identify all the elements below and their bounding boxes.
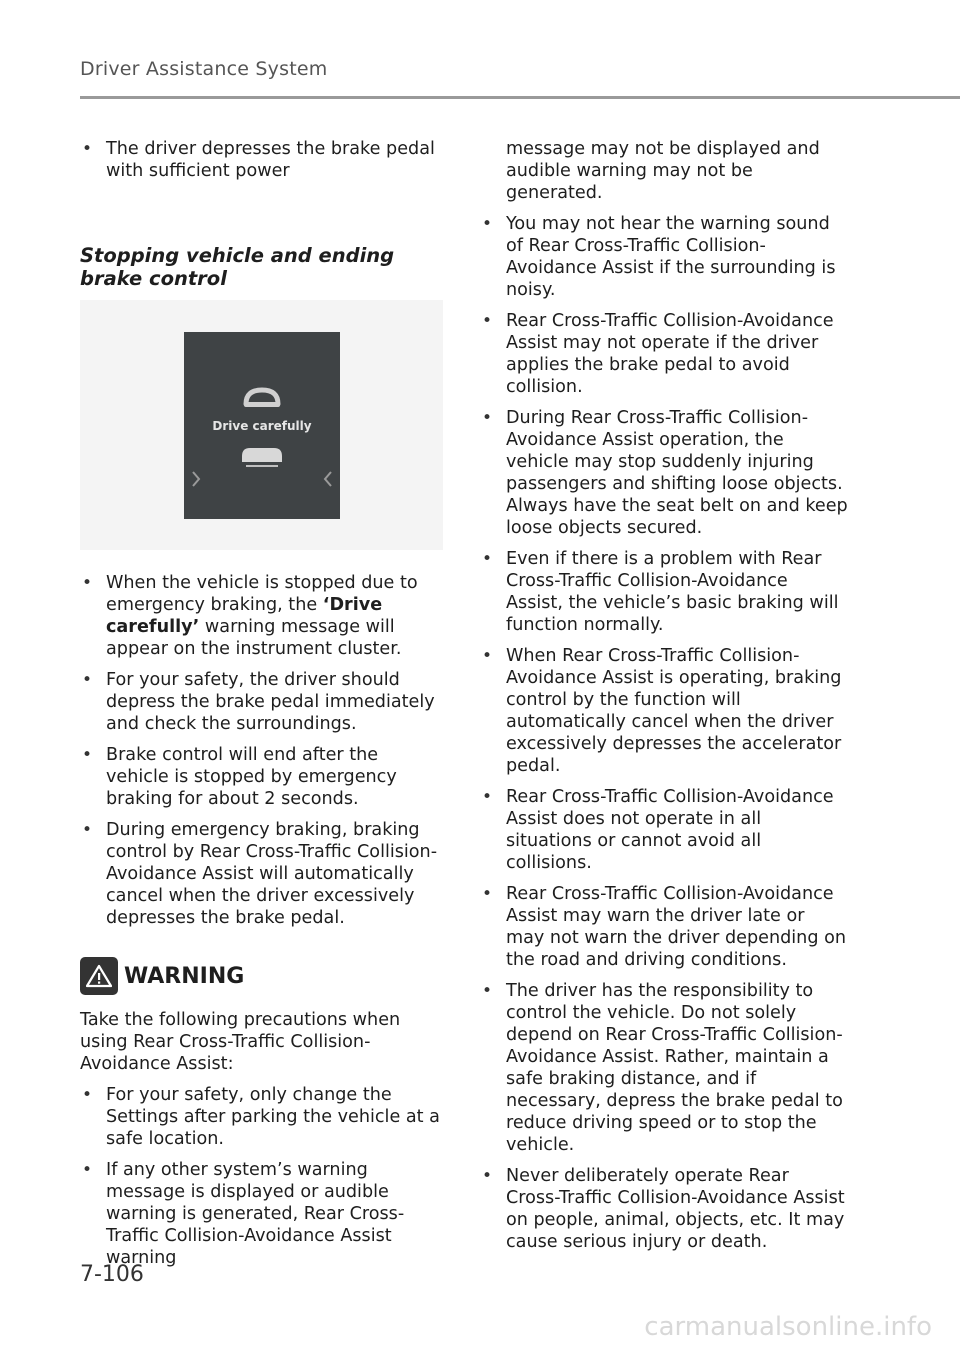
bullet-dot: • [82,670,93,690]
list-item-text: The driver depresses the brake pedal with sufficient power [106,139,435,181]
warning-triangle-icon [86,964,112,988]
list-item [480,310,848,398]
list-item [480,786,848,874]
list-item-text: Rear Cross-Traffic Collision-Avoidance Assist may warn the driver late or may not warn the driver depending on the road and driving conditions. [506,884,847,970]
watermark: carmanualsonline.info [644,1312,932,1342]
list-item-text: Rear Cross-Traffic Collision-Avoidance Assist may not operate if the driver applies the brake pedal to avoid collision. [506,311,834,397]
list-item-text: During Rear Cross-Traffic Collision-Avoidance Assist operation, the vehicle may stop suddenly injuring passengers and shifting loose objects. Always have the seat belt on and keep loose objects secured. [506,408,848,538]
list-item [480,883,848,971]
list-item-text: Even if there is a problem with Rear Cross-Traffic Collision-Avoidance Assist, the vehicle’s basic braking will function normally. [506,549,839,635]
header-divider [80,96,960,99]
list-item [80,138,445,182]
list-item-text: For your safety, the driver should depress the brake pedal immediately and check the surroundings. [106,670,435,734]
list-item-text [106,573,418,659]
bullet-dot: • [482,214,493,234]
right-column [480,138,848,1262]
bold-message-name: ‘Drive carefully’ [106,595,383,637]
bullet-dot: • [482,311,493,331]
list-item-text: The driver has the responsibility to control the vehicle. Do not solely depend on Rear Cross-Traffic Collision-Avoidance Assist. Rather, maintain a safe braking distance, and if necessary, depress the brake pedal to reduce driving speed or to stop the vehicle. [506,981,843,1155]
list-item-text: If any other system’s warning message is displayed or audible warning is generated, Rear Cross-Traffic Collision-Avoidance Assist warning [106,1160,405,1268]
list-item [80,1084,445,1150]
list-item [80,572,445,660]
cluster-illustration [80,300,443,550]
bullet-dot: • [82,1160,93,1180]
list-item-text: Brake control will end after the vehicle is stopped by emergency braking for about 2 seconds. [106,745,397,809]
list-item-text: Rear Cross-Traffic Collision-Avoidance Assist does not operate in all situations or cannot avoid all collisions. [506,787,834,873]
left-column [80,138,445,1278]
bullet-dot: • [482,646,493,666]
bullet-dot: • [82,573,93,593]
list-item-text: Never deliberately operate Rear Cross-Traffic Collision-Avoidance Assist on people, animal, objects, etc. It may cause serious injury or death. [506,1166,845,1252]
list-item [480,645,848,777]
bullet-dot: • [82,139,93,159]
list-item [480,407,848,539]
list-item [80,1159,445,1269]
bullet-dot: • [482,408,493,428]
bullet-dot: • [82,820,93,840]
instrument-cluster-screen [184,332,340,519]
bullet-dot: • [82,1085,93,1105]
page-number: 7-106 [80,1262,144,1287]
bullet-dot: • [82,745,93,765]
bullet-dot: • [482,981,493,1001]
list-item [80,819,445,929]
page-header-title: Driver Assistance System [80,58,328,80]
list-item [480,548,848,636]
list-item-text: When Rear Cross-Traffic Collision-Avoidance Assist is operating, braking control by the function will automatically cancel when the driver excessively depresses the accelerator pedal. [506,646,842,776]
drive-carefully-message: Drive carefully [212,419,312,433]
bullet-dot: • [482,787,493,807]
list-item-text: You may not hear the warning sound of Rear Cross-Traffic Collision-Avoidance Assist if the surrounding is noisy. [506,214,836,300]
bullet-dot: • [482,549,493,569]
warning-icon [80,957,118,995]
list-item-text: For your safety, only change the Settings after parking the vehicle at a safe location. [106,1085,440,1149]
list-item [480,213,848,301]
list-item [480,980,848,1156]
warning-intro: Take the following precautions when using Rear Cross-Traffic Collision-Avoidance Assist: [80,1010,401,1074]
bullet-dot: • [482,1166,493,1186]
continued-text: message may not be displayed and audible warning may not be generated. [506,139,820,203]
section-subheading: Stopping vehicle and ending brake control [80,244,395,290]
warning-label: WARNING [124,963,245,989]
list-item [80,669,445,735]
list-item [480,1165,848,1253]
bullet-dot: • [482,884,493,904]
warning-heading [80,957,445,995]
text-span: When the vehicle is stopped due to emergency braking, the [106,573,418,615]
list-item-text: During emergency braking, braking control by Rear Cross-Traffic Collision-Avoidance Assist will automatically cancel when the driver excessively depresses the brake pedal. [106,820,438,928]
text-span: warning message will appear on the instrument cluster. [106,617,402,659]
list-item [80,744,445,810]
